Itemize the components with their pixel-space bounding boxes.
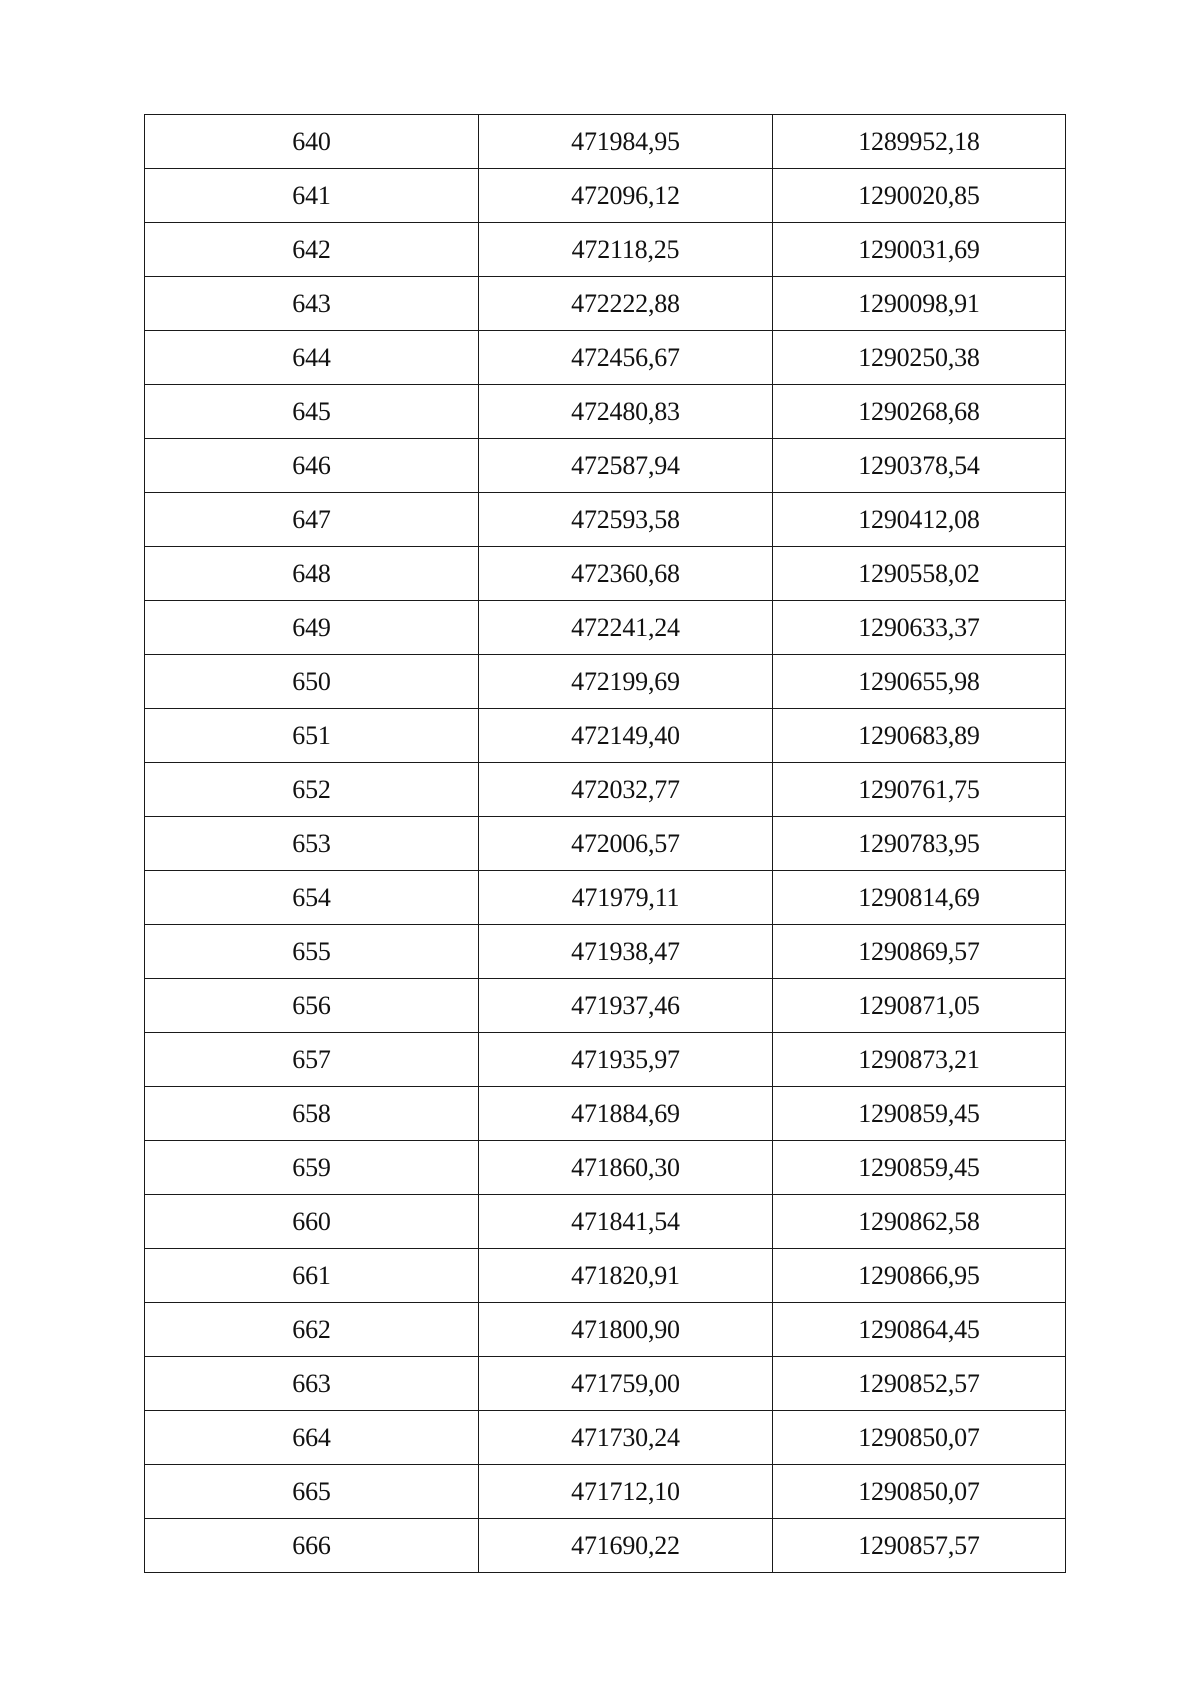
x-coordinate-cell: 472006,57 — [479, 817, 773, 871]
point-number-cell: 664 — [145, 1411, 479, 1465]
x-coordinate-cell: 472199,69 — [479, 655, 773, 709]
y-coordinate-cell: 1290683,89 — [773, 709, 1066, 763]
x-coordinate-cell: 471935,97 — [479, 1033, 773, 1087]
table-row — [145, 1141, 1066, 1195]
coordinates-table — [144, 114, 1066, 1573]
table-row — [145, 601, 1066, 655]
y-coordinate-cell: 1290850,07 — [773, 1465, 1066, 1519]
y-coordinate-cell: 1290873,21 — [773, 1033, 1066, 1087]
table-row — [145, 1033, 1066, 1087]
table-row — [145, 277, 1066, 331]
table-row — [145, 223, 1066, 277]
table-row — [145, 1465, 1066, 1519]
point-number-cell: 653 — [145, 817, 479, 871]
point-number-cell: 645 — [145, 385, 479, 439]
x-coordinate-cell: 471820,91 — [479, 1249, 773, 1303]
point-number-cell: 661 — [145, 1249, 479, 1303]
point-number-cell: 654 — [145, 871, 479, 925]
point-number-cell: 665 — [145, 1465, 479, 1519]
y-coordinate-cell: 1290268,68 — [773, 385, 1066, 439]
point-number-cell: 643 — [145, 277, 479, 331]
table-row — [145, 871, 1066, 925]
table-row — [145, 385, 1066, 439]
table-row — [145, 169, 1066, 223]
x-coordinate-cell: 472149,40 — [479, 709, 773, 763]
y-coordinate-cell: 1290020,85 — [773, 169, 1066, 223]
point-number-cell: 658 — [145, 1087, 479, 1141]
y-coordinate-cell: 1290655,98 — [773, 655, 1066, 709]
table-row — [145, 709, 1066, 763]
point-number-cell: 663 — [145, 1357, 479, 1411]
x-coordinate-cell: 471937,46 — [479, 979, 773, 1033]
y-coordinate-cell: 1290031,69 — [773, 223, 1066, 277]
table-row — [145, 1249, 1066, 1303]
x-coordinate-cell: 472241,24 — [479, 601, 773, 655]
x-coordinate-cell: 471860,30 — [479, 1141, 773, 1195]
point-number-cell: 648 — [145, 547, 479, 601]
point-number-cell: 660 — [145, 1195, 479, 1249]
table-row — [145, 1087, 1066, 1141]
y-coordinate-cell: 1290852,57 — [773, 1357, 1066, 1411]
x-coordinate-cell: 471884,69 — [479, 1087, 773, 1141]
x-coordinate-cell: 472032,77 — [479, 763, 773, 817]
table-row — [145, 1411, 1066, 1465]
point-number-cell: 655 — [145, 925, 479, 979]
y-coordinate-cell: 1290859,45 — [773, 1141, 1066, 1195]
y-coordinate-cell: 1290378,54 — [773, 439, 1066, 493]
x-coordinate-cell: 472456,67 — [479, 331, 773, 385]
point-number-cell: 666 — [145, 1519, 479, 1573]
y-coordinate-cell: 1290871,05 — [773, 979, 1066, 1033]
table-row — [145, 1195, 1066, 1249]
y-coordinate-cell: 1290866,95 — [773, 1249, 1066, 1303]
y-coordinate-cell: 1290412,08 — [773, 493, 1066, 547]
table-row — [145, 1357, 1066, 1411]
y-coordinate-cell: 1290859,45 — [773, 1087, 1066, 1141]
y-coordinate-cell: 1290250,38 — [773, 331, 1066, 385]
point-number-cell: 656 — [145, 979, 479, 1033]
x-coordinate-cell: 472587,94 — [479, 439, 773, 493]
point-number-cell: 642 — [145, 223, 479, 277]
point-number-cell: 652 — [145, 763, 479, 817]
table-row — [145, 655, 1066, 709]
x-coordinate-cell: 472593,58 — [479, 493, 773, 547]
x-coordinate-cell: 471984,95 — [479, 115, 773, 169]
x-coordinate-cell: 471730,24 — [479, 1411, 773, 1465]
x-coordinate-cell: 472096,12 — [479, 169, 773, 223]
point-number-cell: 647 — [145, 493, 479, 547]
y-coordinate-cell: 1289952,18 — [773, 115, 1066, 169]
point-number-cell: 641 — [145, 169, 479, 223]
table-row — [145, 979, 1066, 1033]
y-coordinate-cell: 1290857,57 — [773, 1519, 1066, 1573]
y-coordinate-cell: 1290761,75 — [773, 763, 1066, 817]
table-row — [145, 1519, 1066, 1573]
table-row — [145, 817, 1066, 871]
x-coordinate-cell: 471841,54 — [479, 1195, 773, 1249]
y-coordinate-cell: 1290558,02 — [773, 547, 1066, 601]
point-number-cell: 650 — [145, 655, 479, 709]
point-number-cell: 659 — [145, 1141, 479, 1195]
y-coordinate-cell: 1290862,58 — [773, 1195, 1066, 1249]
point-number-cell: 646 — [145, 439, 479, 493]
point-number-cell: 657 — [145, 1033, 479, 1087]
point-number-cell: 649 — [145, 601, 479, 655]
point-number-cell: 651 — [145, 709, 479, 763]
y-coordinate-cell: 1290633,37 — [773, 601, 1066, 655]
coordinates-table-body — [145, 115, 1066, 1573]
x-coordinate-cell: 472118,25 — [479, 223, 773, 277]
x-coordinate-cell: 471800,90 — [479, 1303, 773, 1357]
y-coordinate-cell: 1290869,57 — [773, 925, 1066, 979]
table-row — [145, 547, 1066, 601]
x-coordinate-cell: 472360,68 — [479, 547, 773, 601]
x-coordinate-cell: 471712,10 — [479, 1465, 773, 1519]
x-coordinate-cell: 471759,00 — [479, 1357, 773, 1411]
point-number-cell: 644 — [145, 331, 479, 385]
x-coordinate-cell: 472222,88 — [479, 277, 773, 331]
x-coordinate-cell: 471938,47 — [479, 925, 773, 979]
table-row — [145, 115, 1066, 169]
table-row — [145, 1303, 1066, 1357]
point-number-cell: 662 — [145, 1303, 479, 1357]
y-coordinate-cell: 1290098,91 — [773, 277, 1066, 331]
x-coordinate-cell: 471690,22 — [479, 1519, 773, 1573]
x-coordinate-cell: 471979,11 — [479, 871, 773, 925]
y-coordinate-cell: 1290850,07 — [773, 1411, 1066, 1465]
table-row — [145, 763, 1066, 817]
y-coordinate-cell: 1290864,45 — [773, 1303, 1066, 1357]
y-coordinate-cell: 1290783,95 — [773, 817, 1066, 871]
table-row — [145, 493, 1066, 547]
table-row — [145, 331, 1066, 385]
table-row — [145, 439, 1066, 493]
point-number-cell: 640 — [145, 115, 479, 169]
table-row — [145, 925, 1066, 979]
x-coordinate-cell: 472480,83 — [479, 385, 773, 439]
y-coordinate-cell: 1290814,69 — [773, 871, 1066, 925]
